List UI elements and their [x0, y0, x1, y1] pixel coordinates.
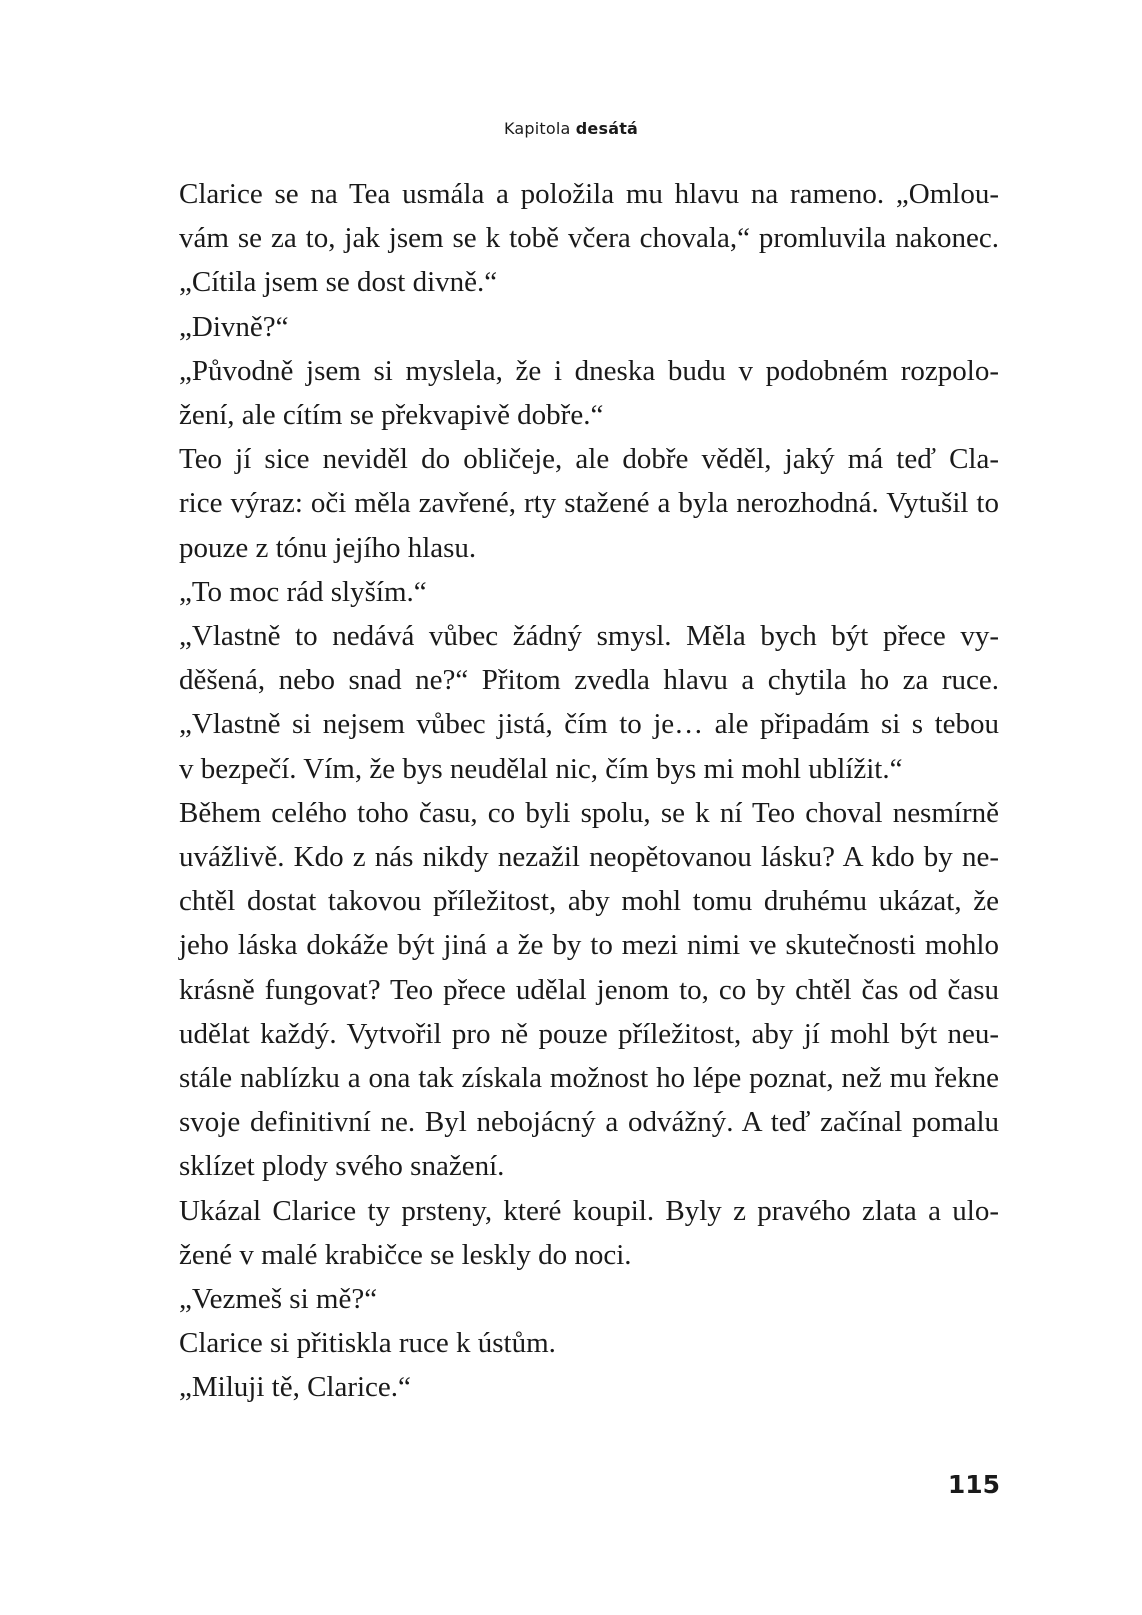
text-line: stále nablízku a ona tak získala možnost ho lépe poznat, než mu řekne	[179, 1062, 999, 1095]
text-line: Během celého toho času, co byli spolu, se k ní Teo choval nesmírně	[179, 796, 999, 829]
text-line: „Divně?“	[179, 310, 289, 343]
paragraph	[179, 305, 999, 349]
text-line: pouze z tónu jejího hlasu.	[179, 531, 477, 564]
text-line: Teo jí sice neviděl do obličeje, ale dobře věděl, jaký má teď Cla-	[179, 443, 999, 476]
body-text	[179, 172, 999, 1410]
running-head	[0, 119, 1142, 138]
text-line: rice výraz: oči měla zavřené, rty stažené a byla nerozhodná. Vytušil to	[179, 487, 999, 520]
text-line: jeho láska dokáže být jiná a že by to mezi nimi ve skutečnosti mohlo	[179, 929, 999, 962]
paragraph	[179, 172, 999, 305]
text-line: uvážlivě. Kdo z nás nikdy nezažil neopětovanou lásku? A kdo by ne-	[179, 841, 999, 874]
chapter-prefix: Kapitola	[503, 119, 571, 138]
paragraph	[179, 1189, 999, 1277]
text-line: Ukázal Clarice ty prsteny, které koupil. Byly z pravého zlata a ulo-	[179, 1194, 999, 1227]
text-line: „Miluji tě, Clarice.“	[179, 1371, 411, 1404]
text-line: „Vezmeš si mě?“	[179, 1283, 378, 1316]
text-line: „Vlastně to nedává vůbec žádný smysl. Měla bych být přece vy-	[179, 620, 999, 653]
text-line: krásně fungovat? Teo přece udělal jenom to, co by chtěl čas od času	[179, 973, 999, 1006]
text-line: svoje definitivní ne. Byl nebojácný a odvážný. A teď začínal pomalu	[179, 1106, 999, 1139]
text-line: Clarice se na Tea usmála a položila mu hlavu na rameno. „Omlou-	[179, 178, 999, 210]
paragraph	[179, 570, 999, 614]
text-line: „Původně jsem si myslela, že i dneska budu v podobném rozpolo-	[179, 354, 999, 387]
text-line: „To moc rád slyším.“	[179, 575, 427, 608]
paragraph	[179, 1321, 999, 1365]
chapter-name: desátá	[575, 119, 639, 138]
text-line: žení, ale cítím se překvapivě dobře.“	[179, 399, 604, 432]
text-line: „Vlastně si nejsem vůbec jistá, čím to je… ale připadám si s tebou	[179, 708, 999, 741]
text-line: udělat každý. Vytvořil pro ně pouze příležitost, aby jí mohl být neu-	[179, 1017, 999, 1050]
paragraph	[179, 1277, 999, 1321]
paragraph	[179, 349, 999, 437]
paragraph	[179, 614, 999, 791]
text-line: Clarice si přitiskla ruce k ústům.	[179, 1327, 556, 1360]
text-line: vám se za to, jak jsem se k tobě včera chovala,“ promluvila nakonec.	[179, 222, 999, 255]
text-line: chtěl dostat takovou příležitost, aby mohl tomu druhému ukázat, že	[179, 885, 999, 918]
text-line: sklízet plody svého snažení.	[179, 1150, 505, 1183]
page-number: 115	[947, 1470, 1000, 1499]
text-line: žené v malé krabičce se leskly do noci.	[179, 1238, 632, 1271]
text-line: „Cítila jsem se dost divně.“	[179, 266, 498, 299]
paragraph	[179, 437, 999, 570]
text-line: děšená, nebo snad ne?“ Přitom zvedla hlavu a chytila ho za ruce.	[179, 664, 999, 697]
paragraph	[179, 791, 999, 1189]
paragraph	[179, 1365, 999, 1409]
text-line: v bezpečí. Vím, že bys neudělal nic, čím bys mi mohl ublížit.“	[179, 752, 903, 785]
